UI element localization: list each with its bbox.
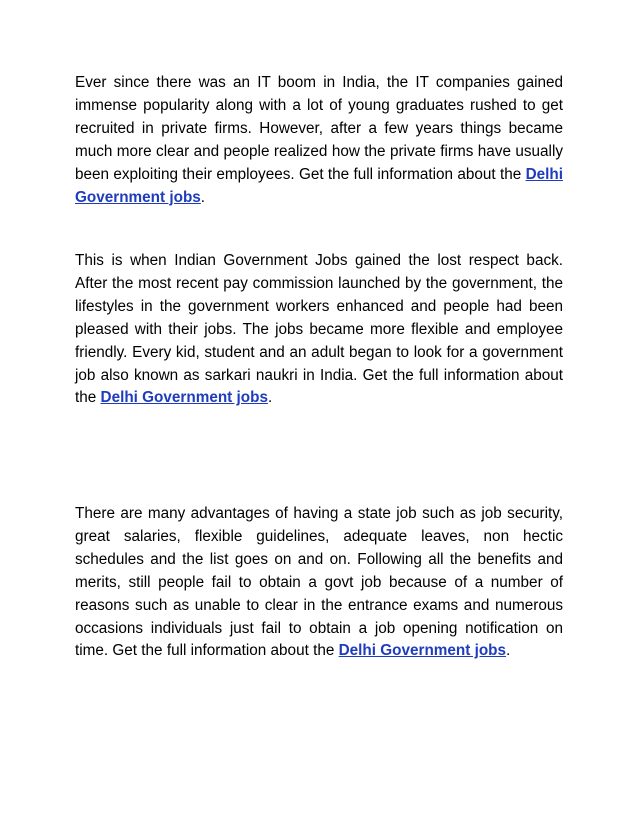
paragraph-1-end: . <box>200 188 206 206</box>
paragraph-1-text: Ever since there was an IT boom in India, the IT companies gained immense popularity along with a lot of young graduates rushed to get recruited in private firms. However, after a few years things became much more clear and people realized how the private firms have usually been exploiting their employees. Get the full information about the <box>75 74 563 183</box>
delhi-government-jobs-link-2[interactable]: Delhi Government jobs <box>100 389 268 407</box>
paragraph-2-end: . <box>267 389 273 407</box>
delhi-government-jobs-link-1[interactable]: Delhi Government jobs <box>75 165 563 206</box>
paragraph-2-text: This is when Indian Government Jobs gained the lost respect back. After the most recent pay commission launched by the government, the lifestyles in the government workers enhanced and people had been pleased with their jobs. The jobs became more flexible and employee friendly. Every kid, student and an adult began to look for a government job also known as sarkari naukri in India. Get the full information about the <box>75 252 563 407</box>
paragraph-2 <box>75 250 563 410</box>
paragraph-3-text: There are many advantages of having a state job such as job security, great salaries, flexible guidelines, adequate leaves, non hectic schedules and the list goes on and on. Following all the benefits and merits, still people fail to obtain a govt job because of a number of reasons such as unable to clear in the entrance exams and numerous occasions individuals just fail to obtain a job opening notification on time. Get the full information about the <box>75 505 563 660</box>
delhi-government-jobs-link-3[interactable]: Delhi Government jobs <box>338 642 507 660</box>
paragraph-3-end: . <box>506 642 511 660</box>
paragraph-3 <box>75 503 563 663</box>
paragraph-1 <box>75 72 563 209</box>
